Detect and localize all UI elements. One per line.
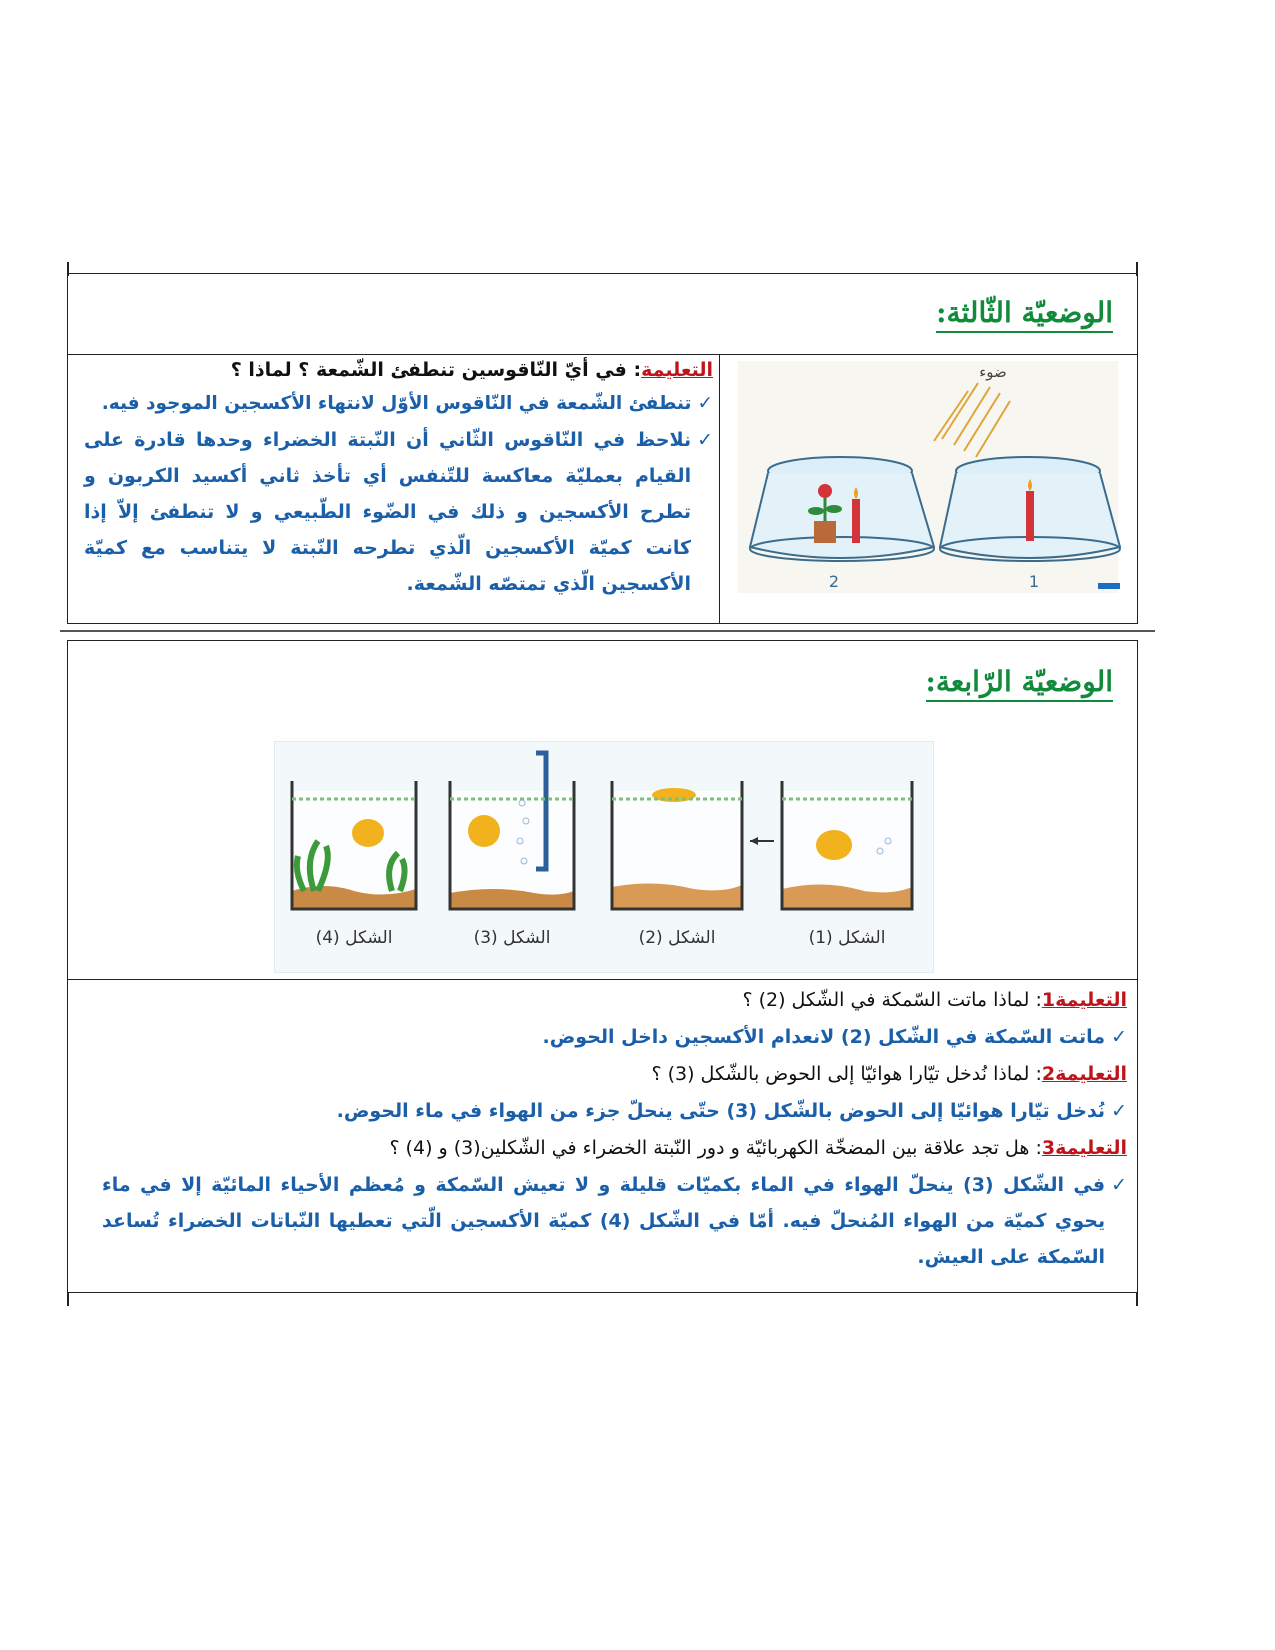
situation3-figure-cell [719, 355, 1137, 623]
fish-icon [352, 819, 384, 847]
q2-label: التعليمة2 [1041, 1063, 1127, 1085]
question-2 [82, 1056, 1127, 1093]
caption-4: الشكل (4) [315, 928, 393, 948]
a2-text: نُدخل تيّارا هوائيّا إلى الحوض بالشّكل (3) حتّى ينحلّ جزء من الهواء في ماء الحوض. [336, 1100, 1106, 1122]
situation3-answer-2 [78, 422, 713, 602]
check-icon: ✓ [1111, 1026, 1127, 1048]
situation4-text [82, 982, 1127, 1275]
answer-3 [82, 1167, 1127, 1275]
situation3-title-row [67, 273, 1138, 355]
bell-jars-figure [728, 361, 1128, 601]
fish-icon [816, 830, 852, 860]
candle-1 [1026, 491, 1034, 541]
instruction-text: : في أيّ النّاقوسين تنطفئ الشّمعة ؟ لماذا ؟ [230, 359, 642, 381]
q3-text: : هل تجد علاقة بين المضخّة الكهربائيّة و دور النّبتة الخضراء في الشّكلين(3) و (4) ؟ [389, 1137, 1042, 1159]
tank-1 [782, 781, 912, 909]
check-icon: ✓ [1111, 1174, 1127, 1196]
aquariums-figure [274, 741, 934, 973]
answer-1-text: تنطفئ الشّمعة في النّاقوس الأوّل لانتهاء الأكسجين الموجود فيه. [101, 393, 692, 414]
question-1 [82, 982, 1127, 1019]
plant-pot [814, 521, 836, 543]
right-edge-tick-bottom [1136, 1292, 1138, 1306]
jar-1-label: 1 [1028, 572, 1040, 591]
a1-text: ماتت السّمكة في الشّكل (2) لانعدام الأكسجين داخل الحوض. [542, 1026, 1106, 1048]
instruction-label: التعليمة [641, 359, 713, 381]
caption-2: الشكل (2) [638, 928, 716, 948]
section-separator [60, 630, 1155, 632]
flower-icon [818, 484, 832, 498]
a3-text: في الشّكل (3) ينحلّ الهواء في الماء بكميّات قليلة و لا تعيش السّمكة و مُعظم الأحياء المائيّة إلا في ماء يحوي كميّة من الهواء المُنحلّ فيه. أمّا في الشّكل (4) كميّة الأكسجين الّتي تعطيها النّباتات الخضراء تُساعد السّمكة على العيش. [102, 1174, 1106, 1268]
question-3 [82, 1130, 1127, 1167]
answer-1 [82, 1019, 1127, 1056]
q1-label: التعليمة1 [1041, 989, 1127, 1011]
left-edge-tick-bottom [67, 1292, 69, 1306]
situation3-instruction [78, 355, 713, 385]
situation3-title: الوضعيّة الثّالثة: [936, 296, 1113, 333]
bell-jar-2 [750, 457, 934, 561]
candle-2 [852, 499, 860, 543]
light-label: ضوء [979, 363, 1007, 381]
q1-text: : لماذا ماتت السّمكة في الشّكل (2) ؟ [742, 989, 1042, 1011]
situation4-figure-row [67, 640, 1138, 980]
answer-2 [82, 1093, 1127, 1130]
bell-jar-1 [940, 457, 1120, 561]
check-icon: ✓ [697, 429, 713, 451]
situation3-answer-1 [78, 385, 713, 422]
situation3-content-row [67, 354, 1138, 624]
situation4-title: الوضعيّة الرّابعة: [926, 665, 1113, 702]
caption-3: الشكل (3) [473, 928, 551, 948]
situation3-text-cell [78, 355, 713, 602]
jar-2-label: 2 [828, 572, 840, 591]
tank-4 [292, 781, 416, 909]
caption-1: الشكل (1) [808, 928, 886, 948]
tank-2 [612, 781, 742, 909]
fish-icon [468, 815, 500, 847]
q3-label: التعليمة3 [1041, 1137, 1127, 1159]
check-icon: ✓ [697, 393, 713, 414]
q2-text: : لماذا نُدخل تيّارا هوائيّا إلى الحوض بالشّكل (3) ؟ [651, 1063, 1042, 1085]
check-icon: ✓ [1111, 1100, 1127, 1122]
situation4-questions-row [67, 979, 1138, 1293]
answer-2-text: نلاحظ في النّاقوس الثّاني أن النّبتة الخضراء وحدها قادرة على القيام بعمليّة معاكسة للتّنفس أي تأخذ ثاني أكسيد الكربون و تطرح الأكسجين و ذلك في الضّوء الطّبيعي و لا تنطفئ إلاّ إذا كانت كميّة الأكسجين الّذي تطرحه النّبتة لا يتناسب مع كميّة الأكسجين الّذي تمتصّه الشّمعة. [84, 429, 692, 595]
